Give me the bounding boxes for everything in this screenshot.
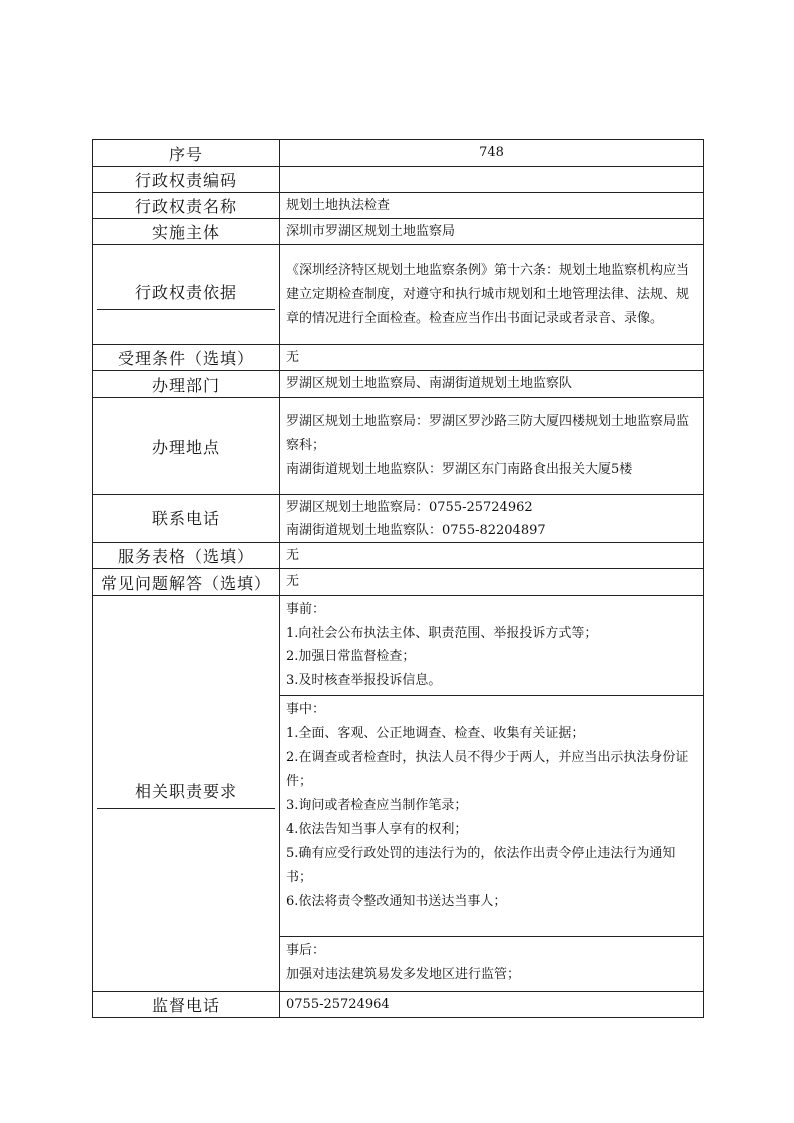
duties-before-title: 事前： [286, 602, 326, 617]
phone-label-wrap [93, 506, 279, 531]
phone-label-cell [93, 495, 280, 543]
duties-before-item: 1.向社会公布执法主体、职责范围、举报投诉方式等； [286, 625, 598, 641]
location-label: 办理地点 [93, 398, 280, 495]
row-faq [93, 569, 704, 596]
duties-during-item: 1.全面、客观、公正地调查、检查、收集有关证据； [286, 726, 585, 741]
duties-label-underline [97, 808, 275, 809]
row-forms [93, 543, 704, 569]
duties-during-item: 2.在调查或者检查时，执法人员不得少于两人，并应当出示执法身份证件； [286, 750, 689, 789]
location-line-1: 罗湖区规划土地监察局：罗湖区罗沙路三防大厦四楼规划土地监察局监察科； [286, 414, 690, 453]
duties-during-item: 5.确有应受行政处罚的违法行为的，依法作出责令停止违法行为通知书； [286, 846, 676, 885]
seq-label: 序号 [93, 140, 280, 167]
subject-value: 深圳市罗湖区规划土地监察局 [280, 219, 704, 245]
row-conditions [93, 345, 704, 371]
row-code [93, 167, 704, 193]
duties-stack [280, 596, 703, 991]
duties-during-item: 4.依法告知当事人享有的权利； [286, 822, 468, 837]
basis-label-wrap [93, 280, 279, 310]
faq-label: 常见问题解答（选填） [93, 569, 280, 596]
duties-value [280, 596, 704, 992]
supervise-label: 监督电话 [93, 992, 280, 1018]
subject-label: 实施主体 [93, 219, 280, 245]
name-value: 规划土地执法检查 [280, 193, 704, 219]
faq-value: 无 [280, 569, 704, 596]
row-location [93, 398, 704, 495]
row-phone [93, 495, 704, 543]
duties-label-wrap [93, 779, 279, 809]
row-dept [93, 371, 704, 398]
row-basis [93, 245, 704, 345]
seq-value: 748 [280, 140, 704, 167]
row-seq [93, 140, 704, 167]
location-value [280, 398, 704, 495]
phone-line-1: 罗湖区规划土地监察局：0755-25724962 [286, 499, 533, 515]
dept-label: 办理部门 [93, 371, 280, 398]
basis-value: 《深圳经济特区规划土地监察条例》第十六条：规划土地监察机构应当建立定期检查制度，对遵守和执行城市规划和土地管理法律、法规、规章的情况进行全面检查。检查应当作出书面记录或者录音、录像。 [280, 245, 704, 345]
conditions-label: 受理条件（选填） [93, 345, 280, 371]
duties-during [280, 695, 703, 936]
row-duties [93, 596, 704, 992]
duties-during-title: 事中： [286, 702, 326, 717]
code-label: 行政权责编码 [93, 167, 280, 193]
row-subject [93, 219, 704, 245]
duties-after [280, 936, 703, 991]
phone-line-2: 南湖街道规划土地监察队：0755-82204897 [286, 522, 546, 538]
basis-label-underline [97, 309, 275, 310]
phone-value [280, 495, 704, 543]
row-supervise [93, 992, 704, 1018]
row-name [93, 193, 704, 219]
basis-label: 行政权责依据 [134, 282, 237, 302]
conditions-value: 无 [280, 345, 704, 371]
supervise-value: 0755-25724964 [280, 992, 704, 1018]
duties-label-cell [93, 596, 280, 992]
location-line-2: 南湖街道规划土地监察队：罗湖区东门南路食出报关大厦5楼 [286, 462, 633, 477]
duties-label: 相关职责要求 [134, 781, 237, 801]
duties-during-item: 6.依法将责令整改通知书送达当事人； [286, 894, 507, 909]
duties-after-title: 事后： [286, 943, 326, 958]
duties-during-item: 3.询问或者检查应当制作笔录； [286, 798, 468, 813]
duties-before [280, 596, 703, 695]
duties-after-item: 加强对违法建筑易发多发地区进行监管； [286, 967, 521, 982]
responsibility-table [92, 139, 704, 1018]
forms-value: 无 [280, 543, 704, 569]
duties-before-item: 2.加强日常监督检查； [286, 649, 416, 664]
name-label: 行政权责名称 [93, 193, 280, 219]
basis-label-cell [93, 245, 280, 345]
phone-label: 联系电话 [151, 509, 220, 528]
forms-label: 服务表格（选填） [93, 543, 280, 569]
duties-before-item: 3.及时核查举报投诉信息。 [286, 672, 442, 688]
dept-value: 罗湖区规划土地监察局、南湖街道规划土地监察队 [280, 371, 704, 398]
code-value [280, 167, 704, 193]
